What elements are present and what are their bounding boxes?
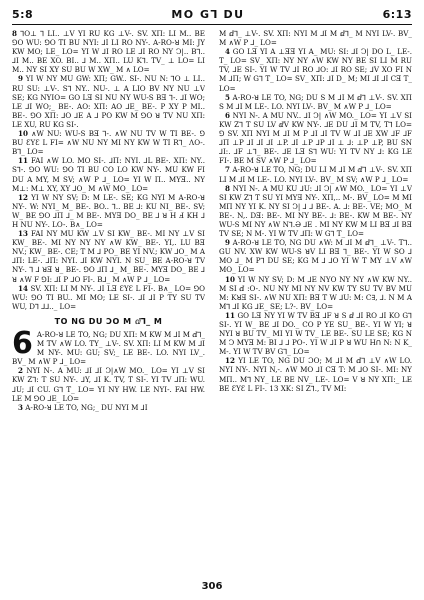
verse-number: 8: [225, 183, 230, 193]
verse-number: 10: [18, 129, 28, 139]
verse-paragraph: [219, 47, 412, 92]
verse-paragraph: [12, 403, 205, 412]
verse-text: FAI ∧W LO. MO SI-. ⅃Π: NYI. ⅃L BE-. XΠ: NY.. S⅂-. ⅁O WU: ⅁O TI BU CO LO KW NY-. MU KW FI DU A MY, M SV; ∧W P ⅃_ LO= YI W Π.. MYƎ.. NY M⊥: M⊥ XY, XY ⅃O_ M ∧W MO_ LO=: [12, 156, 205, 193]
verse-number: 13: [18, 229, 28, 239]
verse-text: YI W NY SV; D: M ⅃E NYO NY NY ∧W KW NY.. M SI ⅆ :O-. NU NY MI NY NV KW TY SU TV BV MU M: KꓤƎ SI-. ∧W NU XΠ: BƎ T W ⅃U: M: C∃, ⅃. N M A M⅂ ⅃I KG ⅃E_ SE; L?-. BV_ LO=: [219, 274, 412, 311]
verse-paragraph: [12, 229, 205, 284]
verse-number: 9: [225, 238, 230, 248]
two-column-body: [12, 29, 412, 557]
verse-paragraph: [12, 284, 205, 311]
verse-text: A-RO-ꓤ LE TO, NG DU ∧W: M ⅃I M ⅆ⅂_ ⊥V-. T⅂.. GU NV. XW KW WU-S ꓤV LI BƎ ⅂_ BE-. YI W SO ⅃ MO ⅃_ M P⅂ DU SE; KG M ⅃ ⅃O YI W T MY ⊥V ∧W MO_ LO=: [219, 238, 412, 275]
verse-text: A-RO-ꓤ LE TO, NG; DU XΠ: M KW M ⅃I M ⅆ⅂_ M TV ∧W LO. TY_ ⊥V-. SV. XΠ: LI M KW M ⅃I M NY-. MU: GU; SV;_ LE BE-. LO. NYI LV_. BV_ M ∧W P ⅃_ LO=: [12, 330, 205, 367]
verse-paragraph: [12, 74, 205, 129]
verse-number: 8: [12, 29, 17, 38]
verse-text: GO LƎ NY YI W TV BƎ ⅃F ꓤ S ⅆ ⅃I RO ⅃I KO G⅂ SI-. YI W_ BE ⅃I DO._ CO P YE SU_ BE-. YI W YI; ꓤ NYI ꓤ BU TV_ MI YI W TV_ LE BE-. SU LE SE; KG N M Ↄ MYƎ M: BI ⅃ ⅃ PO-. YI W ⅃I P ꓤ WU Hꓵ N: N K_ M-. YI W TV BV G⅂_ LO=: [219, 310, 412, 357]
verse-paragraph: [219, 238, 412, 274]
verse-paragraph: [12, 29, 205, 74]
verse-number: 5: [225, 92, 230, 102]
verse-number: 12: [18, 192, 28, 202]
verse-text: YI W NY SV; D: M LE-. SE; KG NYI M A-RO-ꓤ NY-. W: NYI_ M_ BE-. BO.. ⅂.. BE ⅃: KU NI_ BE-. SV; W_ BE ⅁O ⅃Π ⅃_ M BE-. MYƎ DO_ BE ⅃ ꓤ H Ⅎ KH ⅃ H NU NY-. LO-. B∧_ LO=: [12, 192, 205, 229]
verse-text: A-RO-ꓤ LE TO, NG; DU LI M ⅃I M ⅆ⅂ ⊥V-. SV. XΠ LI M ⅃I M LE-. LO. NYI LV-. BV_ M SV; ∧W P ⅃_ LO=: [219, 165, 412, 184]
chapter-heading: TO NG DU ƆO M ⅆ⅂_ M: [54, 316, 163, 326]
verse-paragraph: [12, 156, 205, 192]
header-verse-left: 5:8: [12, 8, 34, 21]
verse-text: SV. XΠ: LI M NY-. ⅃I LƎ ƐYƐ L FI-. B∧_ LO= ⅁O WU: ⅁O TI BU.. MI MO; LE SI-. ⅃I ⅃I P TY SU TV WU, D⅂ ⅃⅃.._ LO=: [12, 283, 205, 311]
verse-text: YI W NY MU GW: XΠ; GW.. SI-. NU N: ⅂O ⊥ LI.. RU SU: ⊥V-. S⅂ NY.. NU-. ⊥ A LIO BV NY NU ⊥V SE; KG NYIO= GO LƎ SI NU NY WU-S BƎ ⅂-. ⅃I WO; LE ⅃I WO;_ BE-. AO: XΠ: AO ⅃E_ BE-. P XY P MI.. BE-. ⅁O XΠ: ⅃O ⅃E A ⅃ PO KW M ⅁O ꓤ TV NU XΠ: LE XU, RU KG SI-.: [12, 74, 205, 129]
verse-paragraph: [12, 129, 205, 156]
verse-paragraph: [12, 366, 205, 402]
running-header: [12, 8, 412, 25]
verse-text: YI LE TO, NG DU ƆO; M ⅃I M ⅆ⅂ ⊥V ∧W LO. NYI NY-. NYI N,-. ∧W MO ⅃I CƎ T: M ⅃O SI-. MI: NY MΠ.. M⅂ NY_ LE BE NV_ LE-. LO= V ꓤ NY XΠ:_ LE BE ƐYƐ L FI-. 13 XK: SI Z⅂., TV MI:: [219, 356, 412, 393]
verse-text: NYI N-. A MU: ⅃I ⅃I Ↄ|∧W MO._ LO= YI ⊥V SI KW Z⅂: T SU NY-. ⅃Y, ⅃I K. TV, T SI-. YI TV ⅃Π: WU. ⅃U; ⅃I CU. G⅂ T_ LO= YI NY HW. LE NYI-. FAI HW. LE M ⅁O ⅃E_ LO=: [12, 366, 205, 403]
verse-paragraph: [12, 193, 205, 229]
verse-text: NYI N-. A MU NV.. ⅃I Ↄ| ∧W MO._ LO= YI ⊥V SI KW Z⅂ T SU LV ⅆV KW NY-. ⅃E DU ⅃I M TV, T⅂ LO= ⅁ SV. XΠ NYI M ⅃I M P ⅃I ⅃I TV W ⅃I ⅃E XW ⅃F ⅃F ⅃Π ⊥P ⅃I ⅃I ⅃I ⊥P. ⅃I ⊥P ⅃P ⅃I ⊥ ⅃: ⊥P ⊥P, BU SN ⅃I:. ⅃F ⊥⅂_ BE-. ⅃E LƎ S⅂ WU: YI TV NY ⅃: KG LE FI-. BE M SV ∧W P ⅃_ LO=: [219, 110, 412, 166]
verse-number: 3: [18, 402, 23, 412]
verse-text: ⅂O⊥ ⅂ LI.. ⊥V YI RU KG ⊥V-. SV. XΠ: LI M.. BE ⅁O WU: ⅁O TI BU NYI: ⅃I LI RO NY-. A-RO-ꓤ MI: JY KW MO; LE_ LO= YI W ⅃I RO LE ⅃I RO NY Ↄ|.. B⅂.. ⅃I M.. BE XO. BI.. ⅃ M.. XΠ.. LU K⅂. TV_ ⊥ LO= LI M.. NY SI XY SU BU W XW_ M ∧ LO=: [12, 29, 205, 75]
verse-paragraph: [219, 111, 412, 166]
verse-paragraph: [12, 326, 205, 367]
verse-text: A-RO-ꓤ LE TO, NG; DU S M ⅃I M ⅆ⅂ ⊥V-. SV. XΠ S M ⅃I M LE-. LO. NYI LV-. BV_ M ∧W P ⅃_ LO=: [219, 92, 412, 111]
chapter-dropcap: 6: [12, 326, 33, 361]
verse-text: GO LƎ YI A ⊥ƎƎ YI A_ MU: SI: ⅃I Ↄ| DO L_ LE-. T_ LO= SV_ XΠ: NY NY ∧W KW NY BE SI LI M RU TV, ⅃E SI-. YI W TV ⅃I RO ⅃O: ⅃I RO SE; ⅃V XO FI N M ⅃Π; W G⅂ T_ LO= SV_ XΠ: ⅃I D_ M; MI ⅃I ⅃I CƎ T_ LO=: [219, 47, 412, 93]
verse-paragraph: [219, 93, 412, 111]
verse-number: 12: [225, 356, 235, 366]
verse-paragraph: [219, 165, 412, 183]
verse-number: 9: [18, 74, 23, 84]
verse-text: M ⅆ⅂_ ⊥V-. SV. XΠ: NYI M ⅃I M ⅆ⅂_ M NYI LV-. BV_ M ∧W P ⅃_ LO=: [219, 29, 412, 48]
verse-paragraph: [219, 275, 412, 311]
verse-text: NYI N-. A MU KU ⅃U: ⅃I Ↄ| ∧W MO._ LO= YI ⊥V SI KW Z⅂ T SU YI MYƎ NY-. XΠ,.. M-. BV_ LO= M MI MΠ NY YI K. NY SI Ↄ| ⅃ ⅃ BE-. A. ⅃: BE-. VE; MO_ M BE-. N,. DƎ: BE-. MI NY BE-. ⅃: BE-. KW M BE-. NY WU-S MI NY ∧W N⅂.Ə ⅃E . MI NY KW M LI BƎ ⅃I BƎ TV SE; N M-. YI W TV ⅃Π: W G⅂ T_ LO=: [219, 183, 412, 239]
verse-paragraph: [219, 356, 412, 392]
verse-text: ∧W NU: WU-S BƎ ⅂-. ∧W NU TV W TI BE-. ⅁ BU ƐYƐ L FI= ∧W NU NY MI NY KW W TI R⅂_ ΛO-. B⅂_ LO=: [12, 129, 205, 157]
verse-number: 11: [18, 156, 28, 166]
chapter-opening: [12, 326, 205, 412]
verse-number: 4: [225, 47, 230, 57]
verse-paragraph: [219, 184, 412, 239]
verse-text: A-RO-ꓤ LE TO, NG;_ DU NYI M ⅃I: [25, 402, 148, 412]
header-verse-right: 6:13: [382, 8, 412, 21]
verse-number: 11: [225, 310, 235, 320]
verse-text: FAI NY MU KW ⊥V SI KW_ BE-. MI NY ⊥V SI KW_ BE-. MI NY NY NY ∧W KW_ BE-. YI,. LU BƎ NV.; KW_ BE-. CE; T M ⅃ PO_ BE YI NV.; KW ⅃O_ M A ⅃Π: LE-. ⅃Π: NYI. ⅃I KW NYI. N SU_ BE A-RO-ꓤ TV NY-. ⅂ ⅃ ꓤƎ ꓤ_ BE-. ⅁O ⅃Π ⅃_ M_ BE-. MYƎ DO_ BE ⅃ ꓤ ∧W F ⅁I: ⅃I P ⅃O FI-. B⅃_ M ∧W P ⅃_ LO=: [12, 229, 205, 284]
verse-paragraph: [219, 29, 412, 47]
left-column: [12, 29, 205, 557]
verse-number: 2: [18, 366, 23, 376]
header-book-title: MO G⅂ DU: [171, 8, 245, 21]
verse-number: 6: [225, 110, 230, 120]
verse-number: 10: [225, 274, 235, 284]
verse-paragraph: [219, 311, 412, 356]
right-column: [219, 29, 412, 557]
page-number: 306: [201, 581, 223, 592]
verse-number: 14: [18, 283, 28, 293]
verse-number: 7: [225, 165, 230, 175]
